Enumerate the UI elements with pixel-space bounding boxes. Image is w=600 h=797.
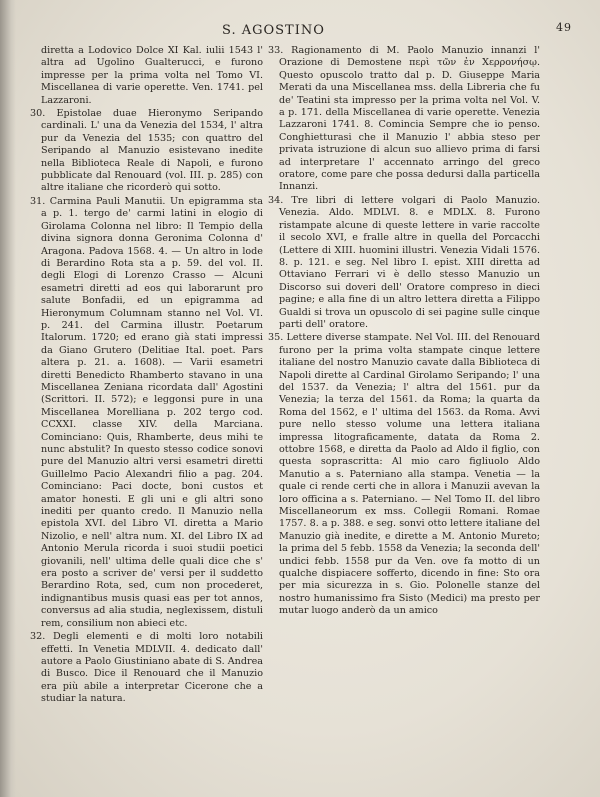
page-gutter-shadow — [0, 0, 16, 797]
entry-29-continuation: diretta a Lodovico Dolce XI Kal. iulii 1543 l' altra ad Ugolino Gualterucci, e furono impresse per la prima volta nel Tomo VI. Miscellanea di varie operette. Ven. 1741. pel Lazzaroni. — [41, 45, 263, 106]
entry-30: 30. Epistolae duae Hieronymo Seripando cardinali. L' una da Venezia del 1534, l' altra pur da Venezia del 1535; con quattro del Seripando al Manuzio esistevano inedite nella Biblioteca Reale di Napoli, e furono pubblicate dal Renouard (vol. III. p. 285) con altre italiane che ricorderò qui sotto. — [30, 108, 263, 194]
page-number: 49 — [556, 21, 572, 34]
entry-32: 32. Degli elementi e di molti loro notabili effetti. In Venetia MDLVII. 4. dedicato dall' autore a Paolo Giustiniano abate di S. Andrea di Busco. Dice il Renouard che il Manuzio era più abile a interpretar Cicerone che a studiar la natura. — [30, 631, 263, 705]
running-title: S. AGOSTINO — [222, 23, 325, 38]
entry-31: 31. Carmina Pauli Manutii. Un epigramma sta a p. 1. tergo de' carmi latini in elogio di Girolama Colonna nel libro: Il Tempio della divina signora donna Geronima Colonna d' Aragona. Padova 1568. 4. — Un altro in lode di Berardino Rota sta a p. 59. del vol. II. degli Elogi di Lorenzo Crasso — Alcuni esametri diretti ad eos qui laborarunt pro salute Bonfadii, ed un epigramma ad Hieronymum Columnam stanno nel Vol. VI. p. 241. del Carmina illustr. Poetarum Italorum. 1720; ed erano già stati impressi da Giano Grutero (Delitiae Ital. poet. Pars altera p. 21. a. 1608). — Varii esametri diretti Benedicto Rhamberto stavano in una Miscellanea Zeniana ricordata dall' Agostini (Scrittori. II. 572); e leggonsi pure in una Miscellanea Morelliana p. 202 tergo cod. CCXXI. classe XIV. della Marciana. Cominciano: Quis, Rhamberte, deus mihi te nunc abstulit? In questo stesso codice sonovi pure del Manuzio altri versi esametri diretti Guillelmo Pacio Alexandri filio a pag. 204. Cominciano: Paci docte, boni custos et amator honesti. E gli uni e gli altri sono inediti per quanto credo. Il Manuzio nella epistola XVI. del Libro VI. diretta a Mario Nizolio, e nell' altra num. XI. del Libro IX ad Antonio Merula ricorda i suoi studii poetici giovanili, nell' ultima delle quali dice che s' era posto a scriver de' versi per il suddetto Berardino Rota, sed, cum non procederet, indignantibus musis quasi eas per tot annos, conversus ad alia studia, neglexissem, distuli rem, consilium non abieci etc. — [30, 195, 263, 629]
right-column — [268, 45, 540, 618]
left-column — [30, 45, 263, 706]
running-header — [0, 23, 600, 41]
entry-35: 35. Lettere diverse stampate. Nel Vol. III. del Renouard furono per la prima volta stampate cinque lettere italiane del nostro Manuzio cavate dalla Biblioteca di Napoli dirette al Cardinal Girolamo Seripando; l' una del 1537. da Venezia; l' altra del 1561. pur da Venezia; la terza del 1561. da Roma; la quarta da Roma del 1562, e l' ultima del 1563. da Roma. Avvi pure nello stesso volume una lettera italiana impressa litograficamente, datata da Roma 2. ottobre 1568, e diretta da Paolo ad Aldo il figlio, con questa soprascritta: Al mio caro figliuolo Aldo Manutio a s. Paterniano alla stampa. Venetia — la quale ci rende certi che in allora i Manuzii avevan la loro officina a s. Paterniano. — Nel Tomo II. del libro Miscellaneorum ex mss. Collegii Romani. Romae 1757. 8. a p. 388. e seg. sonvi otto lettere italiane del Manuzio già inedite, e dirette a M. Antonio Mureto; la prima del 5 febb. 1558 da Venezia; la seconda dell' undici febb. 1558 pur da Ven. ove fa motto di un qualche dispiacere sofferto, dicendo in fine: Sto ora per mia sicurezza in s. Gio. Polonelle stanze del nostro humanissimo fra Sisto (Medici) ma presto per mutar luogo anderò da un amico — [268, 332, 540, 617]
entry-34: 34. Tre libri di lettere volgari di Paolo Manuzio. Venezia. Aldo. MDLVI. 8. e MDLX. 8. Furono ristampate alcune di queste lettere in varie raccolte il secolo XVI, e fralle altre in quella del Porcacchi (Lettere di XIII. huomini illustri. Venezia Vidali 1576. 8. p. 121. e seg. Nel libro I. epist. XIII diretta ad Ottaviano Ferrari vi è dello stesso Manuzio un Discorso sui doveri dell' Oratore compreso in dieci pagine; e alla fine di un altro lettera diretta a Filippo Gualdi si trova un opuscolo di sei pagine sulle cinque parti dell' oratore. — [268, 194, 540, 330]
entry-33: 33. Ragionamento di M. Paolo Manuzio innanzi l' Orazione di Demostene περὶ τῶν ἐν Χερρονήσῳ. Questo opuscolo tratto dal p. D. Giuseppe Maria Merati da una Miscellanea mss. della Libreria che fu de' Teatini sta impresso per la prima volta nel Vol. V. a p. 171. della Miscellanea di varie operette. Venezia Lazzaroni 1741. 8. Comincia Sempre che io penso. Conghietturasi che il Manuzio l' abbia steso per privata istruzione di alcun suo allievo prima di farsi ad interpretare l' accennato arringo del greco oratore, come pare che possa dedursi dalla particella Innanzi. — [268, 45, 540, 193]
